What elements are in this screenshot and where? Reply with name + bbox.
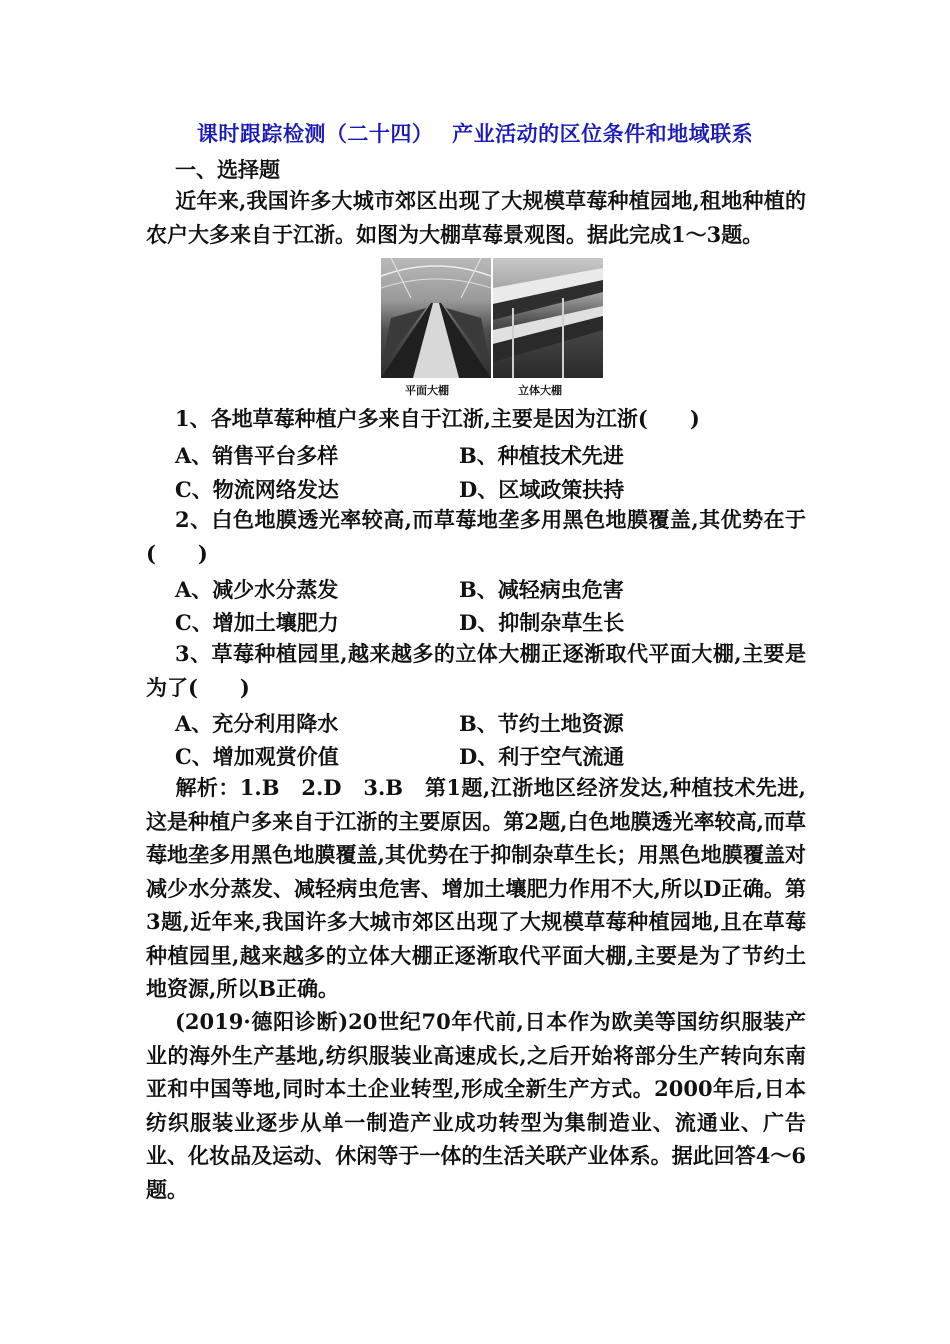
- page-title: 课时跟踪检测（二十四） 产业活动的区位条件和地域联系: [196, 121, 754, 146]
- intro-text-1: 近年来,我国许多大城市郊区出现了大规模草莓种植园地,租地种植的农户大多来自于江浙。如图为大棚草莓景观图。据此完成1～3题。: [146, 188, 806, 247]
- q3-option-b: B、节约土地资源: [459, 711, 624, 736]
- q2-option-d: D、抑制杂草生长: [459, 610, 625, 635]
- q1-option-a: A、销售平台多样: [175, 443, 339, 468]
- q1-option-c: C、物流网络发达: [175, 477, 339, 502]
- intro-text-2: (2019·德阳诊断)20世纪70年代前,日本作为欧美等国纺织服装产业的海外生产基地,纺织服装业高速成长,之后开始将部分生产转向东南亚和中国等地,同时本土企业转型,形成全新生产方式。2000年后,日本纺织服装业逐步从单一制造产业成功转型为集制造业、流通业、广告业、化妆品及运动、休闲等于一体的生活关联产业体系。据此回答4～6题。: [146, 1009, 806, 1202]
- q2-option-b: B、减轻病虫危害: [459, 577, 624, 602]
- q3-option-a: A、充分利用降水: [175, 711, 339, 736]
- q1-option-d: D、区域政策扶持: [459, 477, 625, 502]
- question-3-text: 3、草莓种植园里,越来越多的立体大棚正逐渐取代平面大棚,主要是为了( ): [146, 641, 806, 700]
- question-2-text: 2、白色地膜透光率较高,而草莓地垄多用黑色地膜覆盖,其优势在于( ): [146, 507, 806, 566]
- analysis-paragraph: [146, 771, 806, 1006]
- question-1-stem: [146, 402, 806, 436]
- q3-option-d: D、利于空气流通: [459, 744, 625, 769]
- q1-option-b: B、种植技术先进: [459, 443, 624, 468]
- q2-option-a: A、减少水分蒸发: [175, 577, 339, 602]
- strawberry-greenhouse-figure: [381, 258, 603, 398]
- flat-greenhouse-photo: [381, 258, 491, 378]
- vertical-greenhouse-caption: 立体大棚: [518, 384, 562, 397]
- vertical-greenhouse-photo: [493, 258, 603, 378]
- q3-option-c: C、增加观赏价值: [175, 744, 339, 769]
- q2-option-c: C、增加土壤肥力: [175, 610, 339, 635]
- question-1-text: 1、各地草莓种植户多来自于江浙,主要是因为江浙( ): [175, 406, 700, 431]
- intro-paragraph-1: [146, 184, 806, 251]
- question-2-stem: [146, 503, 806, 570]
- flat-greenhouse-caption: 平面大棚: [405, 384, 449, 397]
- analysis-text: 解析：1.B 2.D 3.B 第1题,江浙地区经济发达,种植技术先进,这是种植户多来自于江浙的主要原因。第2题,白色地膜透光率较高,而草莓地垄多用黑色地膜覆盖,其优势在于抑制杂草生长；用黑色地膜覆盖对减少水分蒸发、减轻病虫危害、增加土壤肥力作用不大,所以D正确。第3题,近年来,我国许多大城市郊区出现了大规模草莓种植园地,且在草莓种植园里,越来越多的立体大棚正逐渐取代平面大棚,主要是为了节约土地资源,所以B正确。: [146, 775, 806, 1001]
- section-heading: 一、选择题: [175, 157, 280, 182]
- intro-paragraph-2: [146, 1005, 806, 1206]
- question-3-stem: [146, 637, 806, 704]
